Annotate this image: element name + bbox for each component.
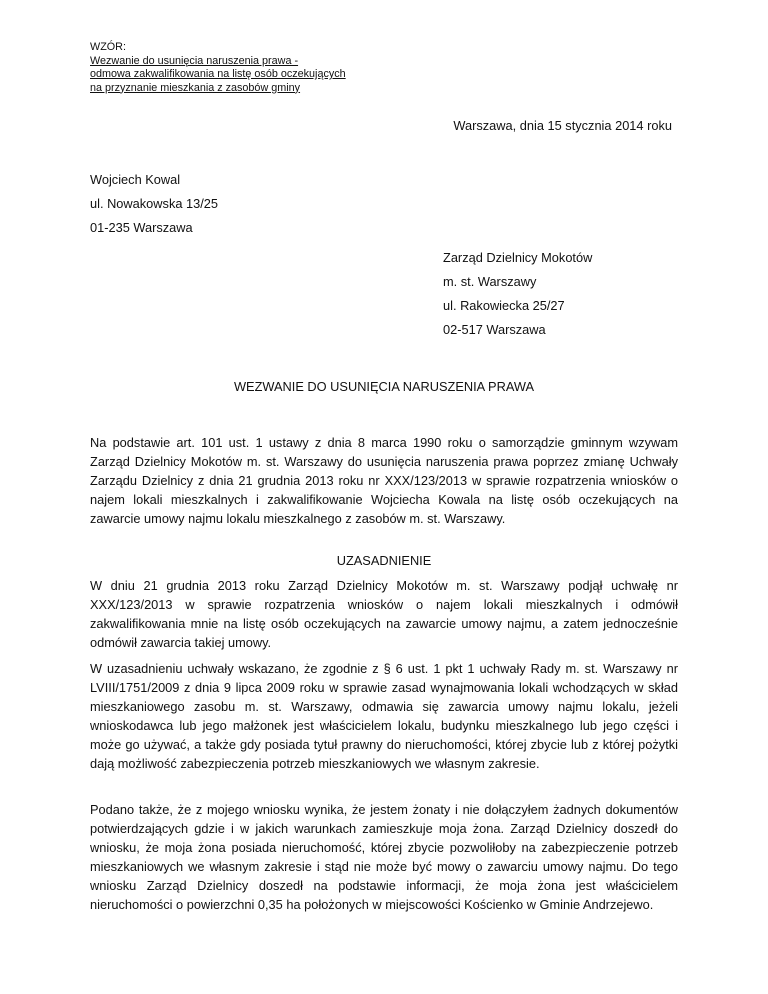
justification-paragraph-3: Podano także, że z mojego wniosku wynika, że jestem żonaty i nie dołączyłem żadnych dokumentów potwierdzających gdzie i w jakich warunkach zamieszkuje moja żona. Zarząd Dzielnicy doszedł do wniosku, że moja żona posiada nieruchomość, której zbycie pozwoliłoby na zabezpieczenie potrzeb mieszkaniowych we własnym zakresie i stąd nie może być mowy o zawarciu umowy najmu. Do tego wniosku Zarząd Dzielnicy doszedł na podstawie informacji, że moja żona jest właścicielem nieruchomości o powierzchni 0,35 ha położonych w miejscowości Kościenko w Gminie Andrzejewo. — [90, 802, 678, 912]
recipient-line-2: m. st. Warszawy — [443, 274, 537, 289]
justification-paragraph-1: W dniu 21 grudnia 2013 roku Zarząd Dzielnicy Mokotów m. st. Warszawy podjął uchwałę nr XXX/123/2013 w sprawie rozpatrzenia wniosków o najem lokali mieszkalnych i odmówił zakwalifikowania mnie na listę osób oczekujących na zawarcie umowy najmu, a zatem jednocześnie odmówił zawarcia takiej umowy. — [90, 578, 678, 650]
template-header — [90, 41, 346, 95]
recipient-line-1: Zarząd Dzielnicy Mokotów — [443, 250, 593, 265]
sender-name: Wojciech Kowal — [90, 172, 181, 187]
document-title: WEZWANIE DO USUNIĘCIA NARUSZENIA PRAWA — [233, 379, 535, 394]
sender-street: ul. Nowakowska 13/25 — [90, 196, 219, 211]
date-line: Warszawa, dnia 15 stycznia 2014 roku — [453, 118, 672, 133]
sender-address — [90, 168, 218, 240]
sender-city: 01-235 Warszawa — [90, 220, 193, 235]
demand-paragraph: Na podstawie art. 101 ust. 1 ustawy z dnia 8 marca 1990 roku o samorządzie gminnym wzywam Zarząd Dzielnicy Mokotów m. st. Warszawy do usunięcia naruszenia prawa poprzez zmianę Uchwały Zarządu Dzielnicy z dnia 21 grudnia 2013 roku nr XXX/123/2013 w sprawie rozpatrzenia wniosków o najem lokali mieszkalnych i zakwalifikowanie Wojciecha Kowala na listę osób oczekujących na zawarcie umowy najmu lokalu mieszkalnego z zasobów m. st. Warszawy. — [90, 435, 678, 526]
template-title-line-1: Wezwanie do usunięcia naruszenia prawa - — [90, 54, 299, 67]
recipient-address — [443, 246, 592, 342]
recipient-line-4: 02-517 Warszawa — [443, 322, 546, 337]
template-title-line-2: odmowa zakwalifikowania na listę osób oczekujących — [90, 68, 346, 80]
template-label: WZÓR: — [90, 41, 126, 53]
justification-heading: UZASADNIENIE — [336, 553, 432, 568]
justification-paragraph-2: W uzasadnieniu uchwały wskazano, że zgodnie z § 6 ust. 1 pkt 1 uchwały Rady m. st. Warszawy nr LVIII/1751/2009 z dnia 9 lipca 2009 roku w sprawie zasad wynajmowania lokali wchodzących w skład mieszkaniowego zasobu m. st. Warszawy, odmawia się zawarcia umowy najmu lokalu, jeżeli wnioskodawca lub jego małżonek jest właścicielem lokalu, budynku mieszkalnego lub jego części i może go używać, a także gdy posiada tytuł prawny do nieruchomości, której zbycie lub z której pożytki dają możliwość zabezpieczenia potrzeb mieszkaniowych we własnym zakresie. — [90, 661, 678, 771]
recipient-line-3: ul. Rakowiecka 25/27 — [443, 298, 565, 313]
template-title-line-3: na przyznanie mieszkania z zasobów gminy — [90, 81, 301, 94]
